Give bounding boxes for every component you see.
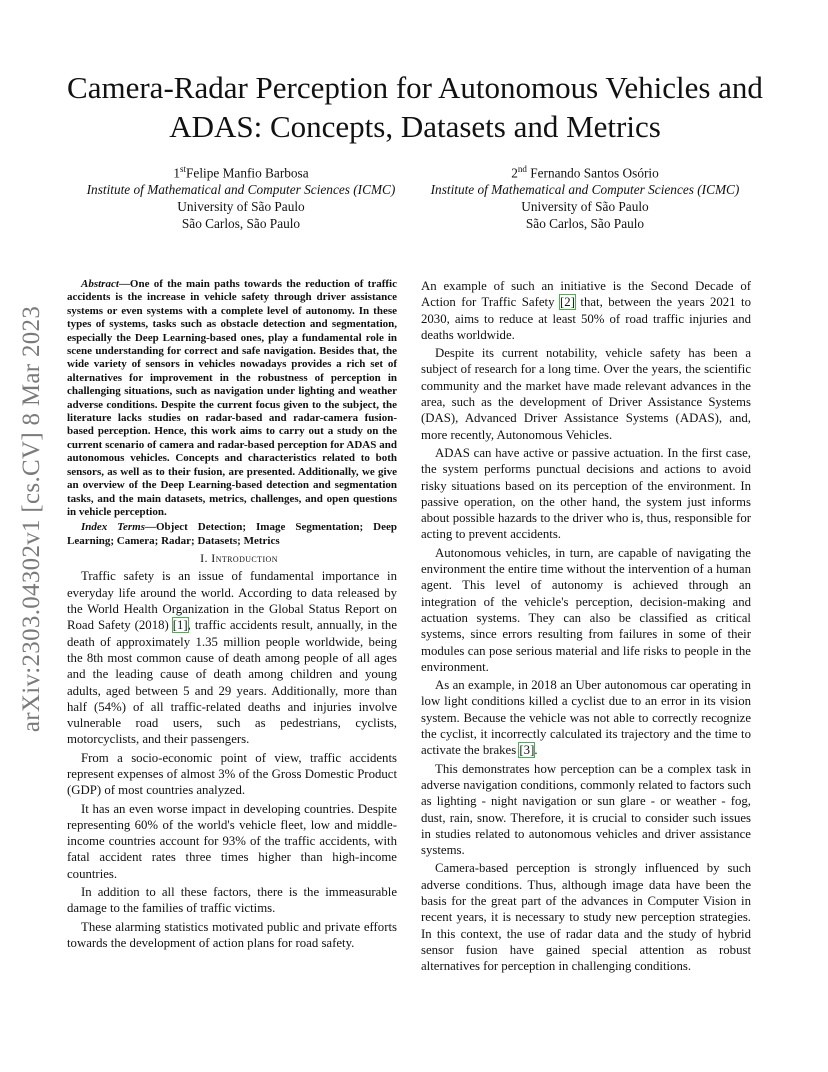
author-affiliation: Institute of Mathematical and Computer Sciences (ICMC) — [430, 182, 740, 198]
right-column — [421, 278, 751, 976]
author-name: 2nd Fernando Santos Osório — [511, 164, 659, 181]
author-name: 1stFelipe Manfio Barbosa — [173, 164, 309, 181]
author-block-1 — [76, 161, 406, 232]
author-location: São Carlos, São Paulo — [525, 216, 645, 232]
author-university: University of São Paulo — [177, 199, 305, 215]
paragraph: Traffic safety is an issue of fundamental importance in everyday life around the world. According to data released by the World Health Organization in the Global Status Report on Road Safety (2018) [1], traffic accidents result, annually, in the death of approximately 1.35 million people worldwide, being the 8th most common cause of death among people of all ages and the leading cause of death among children and young adults, aged between 5 and 29 years. Additionally, more than half (54%) of all traffic-related deaths and injuries involve vulnerable road users, such as pedestrians, cyclists, motorcyclists, and their passengers. — [67, 569, 397, 747]
index-terms — [67, 521, 397, 548]
left-column — [67, 278, 397, 953]
arxiv-identifier — [12, 284, 52, 754]
paragraph: In addition to all these factors, there is the immeasurable damage to the families of traffic victims. — [67, 885, 397, 916]
paragraph: An example of such an initiative is the Second Decade of Action for Traffic Safety [2] that, between the years 2021 to 2030, aims to reduce at least 50% of road traffic injuries and deaths worldwide. — [421, 279, 752, 342]
paragraph: From a socio-economic point of view, traffic accidents represent expenses of almost 3% of the Gross Domestic Product (GDP) of most countries analyzed. — [67, 750, 397, 798]
paper-title: Camera-Radar Perception for Autonomous Vehicles and ADAS: Concepts, Datasets and Metrics — [67, 70, 763, 144]
abstract-label: Abstract — [81, 278, 119, 290]
index-terms-label: Index Terms — [81, 521, 145, 534]
abstract — [67, 278, 397, 519]
paragraph: ADAS can have active or passive actuation. In the first case, the system performs punctual decisions and actions to avoid risky situations based on its perception of the environment. In passive operation, on the other hand, the system just informs about possible hazards to the driver who is, thus, responsible for acting to prevent accidents. — [421, 445, 751, 542]
paragraph: Autonomous vehicles, in turn, are capable of navigating the environment the entire time without the intervention of a human agent. This level of autonomy is achieved through an integration of the vehicle's perception, decision-making and actuation systems. They can also be classified as critical systems, since errors resulting from failures in some of their modules can pose serious material and life risks to people in the environment. — [421, 545, 751, 674]
paragraph: It has an even worse impact in developing countries. Despite representing 60% of the world's vehicle fleet, low and middle-income countries account for 93% of the traffic accidents, with fatal accident rates three times higher than high-income countries. — [67, 801, 397, 881]
author-affiliation: Institute of Mathematical and Computer Sciences (ICMC) — [86, 182, 396, 198]
author-university: University of São Paulo — [521, 199, 649, 215]
citation-link[interactable]: [2] — [559, 295, 575, 310]
paragraph: This demonstrates how perception can be a complex task in adverse navigation conditions, commonly related to factors such as lighting - night navigation or sun glare - or weather - fog, dust, rain, snow. Therefore, it is crucial to consider such issues in studies related to autonomous vehicles and driver assistance systems. — [421, 761, 751, 858]
paragraph: These alarming statistics motivated public and private efforts towards the development of action plans for road safety. — [67, 919, 397, 950]
paragraph: Camera-based perception is strongly influenced by such adverse conditions. Thus, although image data have been the basis for the great part of the advances in Computer Vision in recent years, it is necessary to study new perception strategies. In this context, the use of radar data and the study of hybrid sensor fusion have gained special attention as robust alternatives for perception in challenging conditions. — [421, 861, 751, 974]
arxiv-identifier-text: arXiv:2303.04302v1 [cs.CV] 8 Mar 2023 — [18, 305, 45, 733]
paragraph: As an example, in 2018 an Uber autonomous car operating in low light conditions killed a cyclist due to an error in its vision system. Because the vehicle was not able to correctly recognize the cyclist, it incorrectly calculated its trajectory and the time to activate the brakes [3]. — [421, 678, 751, 758]
index-terms-text: —Object Detection; Image Segmentation; Deep Learning; Camera; Radar; Datasets; Metrics — [67, 521, 397, 547]
author-location: São Carlos, São Paulo — [181, 216, 301, 232]
section-heading-introduction: I. Introduction — [200, 551, 278, 566]
abstract-text: —One of the main paths towards the reduction of traffic accidents is the increase in vehicle safety through driver assistance systems or even systems with a complete level of autonomy. In these types of systems, tasks such as obstacle detection and segmentation, especially the Deep Learning-based ones, play a fundamental role in scene understanding for correct and safe navigation. Besides that, the wide variety of sensors in vehicles nowadays provides a rich set of alternatives for improvement in the robustness of perception in challenging situations, such as navigation under lighting and weather adverse conditions. Despite the current focus given to the subject, the literature lacks studies on radar-based and radar-camera fusion-based perception. Hence, this work aims to carry out a study on the current scenario of camera and radar-based perception for ADAS and autonomous vehicles. Concepts and characteristics related to both sensors, as well as to their fusion, are presented. Additionally, we give an overview of the Deep Learning-based detection and segmentation tasks, and the main datasets, metrics, challenges, and open questions in vehicle perception. — [67, 278, 397, 518]
citation-link[interactable]: [1] — [172, 618, 188, 633]
citation-link[interactable]: [3] — [519, 743, 535, 758]
author-block-2 — [420, 161, 750, 232]
paragraph: Despite its current notability, vehicle safety has been a subject of research for a long time. Over the years, the scientific community and the market have made relevant advances in the area, such as the development of Driver Assistance Systems (DAS), Advanced Driver Assistance Systems (ADAS), and, more recently, Autonomous Vehicles. — [421, 346, 751, 442]
